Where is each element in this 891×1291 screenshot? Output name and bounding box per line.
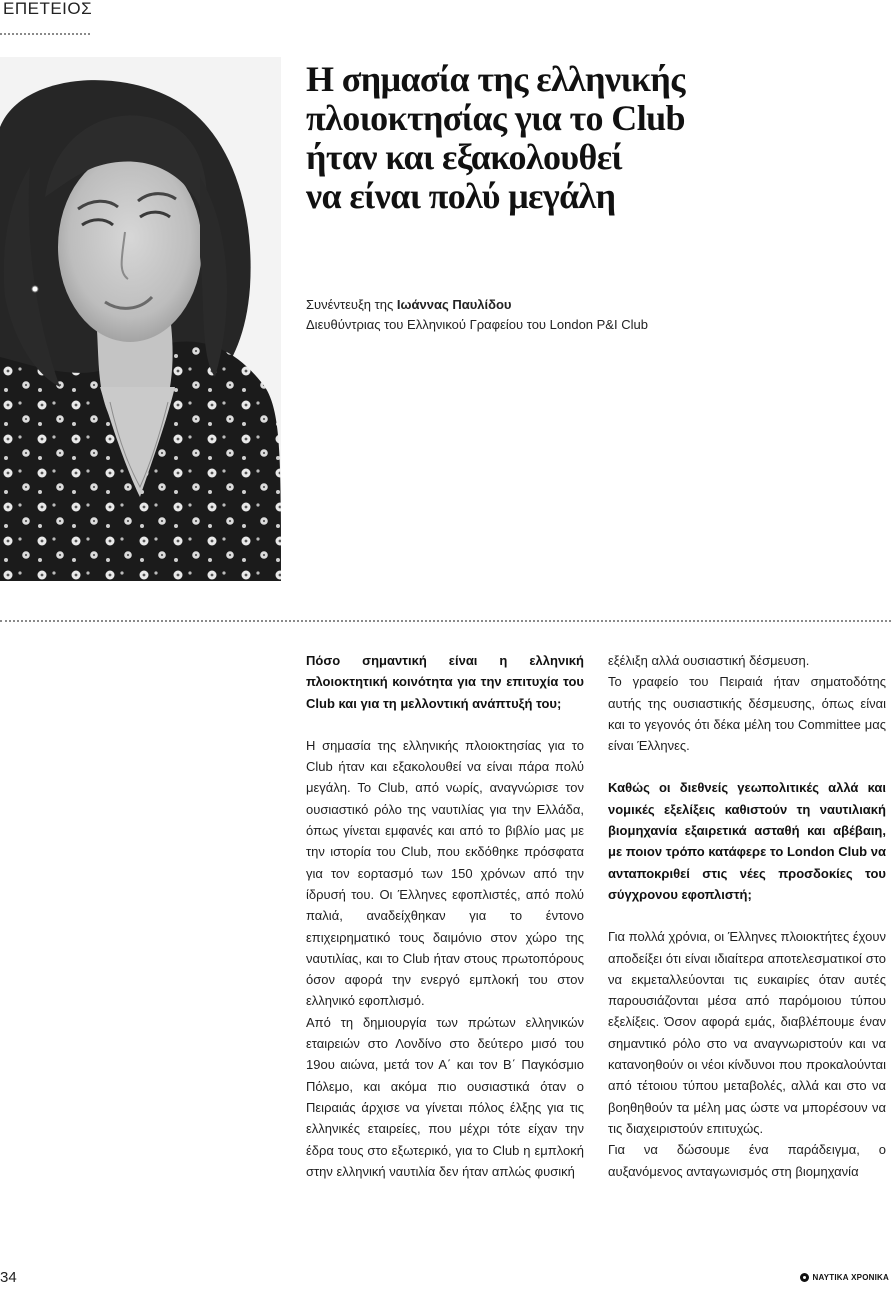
interviewee-role: Διευθύντριας του Ελληνικού Γραφείου του London P&I Club <box>306 317 648 332</box>
answer-paragraph: Το γραφείο του Πειραιά ήταν σηματοδότης αυτής της ουσιαστικής δέσμευσης, όπως είναι και το γεγονός ότι δέκα μέλη του Committee μας είναι Έλληνες. <box>608 674 886 754</box>
byline <box>306 295 866 335</box>
publication-brand <box>800 1273 890 1282</box>
answer-paragraph: Για να δώσουμε ένα παράδειγμα, ο αυξανόμενος ανταγωνισμός στη βιομηχανία <box>608 1142 886 1179</box>
page-number: 34 <box>0 1269 17 1286</box>
answer-paragraph: Από τη δημιουργία των πρώτων ελληνικών εταιρειών στο Λονδίνο στο δεύτερο μισό του 19ου αιώνα, μετά τον Α΄ και τον Β΄ Παγκόσμιο Πόλεμο, και ακόμα πιο ουσιαστικά όταν ο Πειραιάς άρχισε να γίνεται πόλος έλξης για τις ελληνικές εταιρείες, που μέχρι τότε είχαν την έδρα τους στο εξωτερικό, για το Club η εμπλοκή στην ελληνική ναυτιλία δεν ήταν απλώς φυσική <box>306 1014 584 1179</box>
interviewee-name: Ιωάννας Παυλίδου <box>396 297 512 312</box>
top-dotted-divider <box>0 33 90 35</box>
section-dotted-divider <box>0 620 891 622</box>
brand-logo-icon <box>800 1273 809 1282</box>
headline-line: πλοιοκτησίας για το Club <box>306 98 685 138</box>
answer-paragraph: Για πολλά χρόνια, οι Έλληνες πλοιοκτήτες έχουν αποδείξει ότι είναι ιδιαίτερα αποτελεσματικοί στο να εκμεταλλεύονται τις ευκαιρίες όταν αυτές παρουσιάζονται μέσα από παρόμοιου τύπου εξελίξεις. Όσον αφορά εμάς, διαβλέπουμε έναν σημαντικό ρόλο στο να αναγνωριστούν και να κατανοηθούν οι νέοι κίνδυνοι που προκαλούνται από τέτοιου τύπου μεταβολές, αλλά και στο να βοηθηθούν τα μέλη μας ώστε να μπορέσουν να τις διαχειριστούν επιτυχώς. <box>608 929 886 1136</box>
answer-paragraph: Η σημασία της ελληνικής πλοιοκτησίας για το Club ήταν και εξακολουθεί να είναι πάρα πολύ μεγάλη. Το Club, από νωρίς, αναγνώρισε τον ουσιαστικό ρόλο της ναυτιλίας για την Ελλάδα, όπως γίνεται εμφανές και από το βιβλίο μας με την ιστορία του Club, που εκδόθηκε πρόσφατα για τον εορτασμό των 150 χρόνων από την ίδρυσή του. Οι Έλληνες εφοπλιστές, από πολύ παλιά, αναδείχθηκαν για το έντονο επιχειρηματικό τους δαιμόνιο στον χώρο της ναυτιλίας, και το Club ήταν στους πρωτοπόρους όσον αφορά την ενεργό εμπλοκή του στον ελληνικό εφοπλισμό. <box>306 737 584 1009</box>
brand-name: ΝΑΥΤΙΚΑ ΧΡΟΝΙΚΑ <box>812 1273 889 1282</box>
article-headline <box>306 60 746 216</box>
section-label: ΕΠΕΤΕΙΟΣ <box>3 0 93 18</box>
interview-question: Καθώς οι διεθνείς γεωπολιτικές αλλά και νομικές εξελίξεις καθιστούν τη ναυτιλιακή βιομηχανία εξαιρετικά ασταθή και αβέβαιη, με ποιον τρόπο κατάφερε το London Club να ανταποκριθεί στις νέες προσδοκίες του σύγχρονου εφοπλιστή; <box>608 780 886 902</box>
interview-question: Πόσο σημαντική είναι η ελληνική πλοιοκτητική κοινότητα για την επιτυχία του Club και για τη μελλοντική ανάπτυξή του; <box>306 653 584 711</box>
headline-line: να είναι πολύ μεγάλη <box>306 176 616 216</box>
byline-prefix: Συνέντευξη της <box>306 297 394 312</box>
headline-line: Η σημασία της ελληνικής <box>306 59 685 99</box>
article-column-left <box>306 650 584 1182</box>
headline-line: ήταν και εξακολουθεί <box>306 137 623 177</box>
portrait-photo <box>0 57 281 581</box>
article-column-right <box>608 650 886 1182</box>
answer-paragraph: εξέλιξη αλλά ουσιαστική δέσμευση. <box>608 653 810 668</box>
